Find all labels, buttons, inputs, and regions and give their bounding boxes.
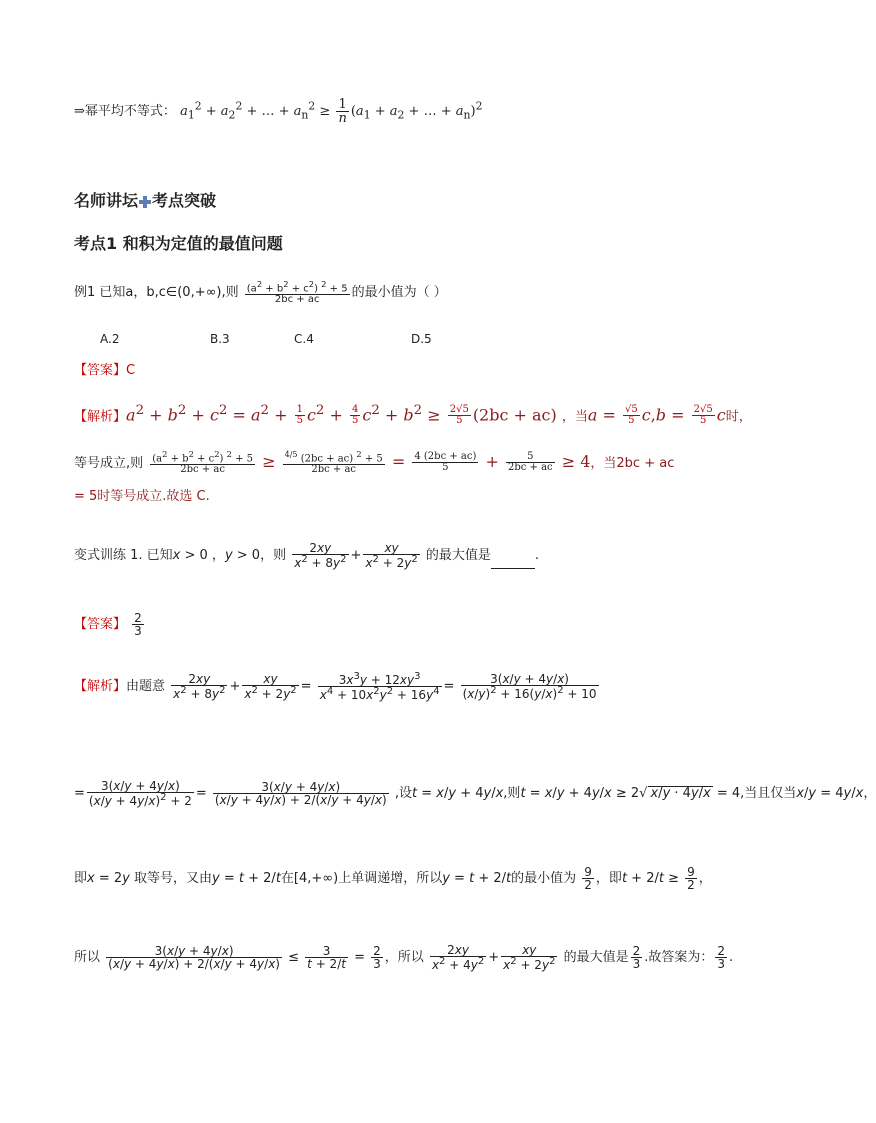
exercise1-question: 变式训练 1. 已知x > 0 ，y > 0，则 $\frac{2xy}{x^2 + 8y^2}$ + $\frac{xy}{x^2 + 2y^2}$ 的最大值是 . xyxy=(74,541,539,570)
answer-label: 【答案】 xyxy=(74,363,127,378)
option-c[interactable]: C.4 xyxy=(294,332,314,346)
plus-icon xyxy=(139,196,151,208)
power-mean-label: 幂平均不等式： xyxy=(84,104,176,119)
answer-value: C xyxy=(126,363,136,378)
example1-answer xyxy=(74,364,135,377)
exercise1-analysis-line3: 即x = 2y 取等号，又由y = t + 2/t在[4,+∞)上单调递增，所以y = t + 2/t的最小值为 $\frac{9}{2}$ ，即t + 2/t ≥ $\frac{9}{2}$ ， xyxy=(74,865,712,892)
example1-question: 例1 已知a，b,c∈(0,+∞),则 $\frac{(a^2 + b^2 + c^2) ^2 + 5}{2bc + ac}$ 的最小值为（ ） xyxy=(74,279,447,306)
exercise1-answer: 【答案】 $\frac{2}{3}$ xyxy=(74,611,142,638)
option-a[interactable]: A.2 xyxy=(100,332,120,346)
analysis-label: 【解析】 xyxy=(74,409,127,425)
example1-analysis-line3: = 5时等号成立.故选 C. xyxy=(74,489,210,504)
power-mean-line: ⇒幂平均不等式： $a_1^2 + a_2^2$ + … + $a_n^2$ ≥ $\frac{1}{n}$ ($a_1 + a_2$ + … + $a_n)^2$ xyxy=(74,97,483,126)
example1-analysis-line1: 【解析】$a^2 + b^2 + c^2 = a^2$ + $\frac{1}{5}$ $c^2$ + $\frac{4}{5}$ $c^2 + b^2$ ≥ $\frac{2√5}{5}$ (2bc + ac) ，当a = $\frac{√5}{5}$ c,b = $\frac{2√5}{5}$ c时， xyxy=(74,403,752,427)
implies-arrow: ⇒ xyxy=(74,104,85,119)
example1-analysis-line2: 等号成立,则 $\frac{(a^2 + b^2 + c^2) ^2 + 5}{2bc + ac}$ ≥ $\frac{^{4/5} (2bc + ac) ^2 + 5}{2bc + ac}$ = $\frac{4 (2bc + ac)}{5}$ + $\frac{5}{2bc + ac}$ ≥ 4，当2bc + ac xyxy=(74,449,675,476)
option-b[interactable]: B.3 xyxy=(210,332,230,346)
answer-blank[interactable] xyxy=(491,557,535,569)
exercise1-analysis-line4: 所以 $\frac{3(x/y + 4y/x)}{(x/y + 4y/x) + 2/(x/y + 4y/x)}$ ≤ $\frac{3}{t + 2/t}$ = $\frac{2}{3}$ ，所以 $\frac{2xy}{x^2 + 4y^2}$ + $\frac{xy}{x^2 + 2y^2}$ 的最大值是 $\frac{2}{3}$ .故答案为： $\frac{2}{3}$ . xyxy=(74,943,734,972)
exercise1-analysis-line2: = $\frac{3(x/y + 4y/x)}{(x/y + 4y/x)^2 + 2}$ = $\frac{3(x/y + 4y/x)}{(x/y + 4y/x) + 2/(x/y + 4y/x)}$ ,设t = x/y + 4y/x,则t = x/y + 4y/x ≥ 2√ x/y · 4y/x = 4,当且仅当x/y = 4y/x， xyxy=(74,779,876,808)
exercise1-analysis-line1: 【解析】由题意 $\frac{2xy}{x^2 + 8y^2}$ + $\frac{xy}{x^2 + 2y^2}$ = $\frac{3x^3y + 12xy^3}{x^4 + 10x^2y^2 + 16y^4}$ = $\frac{3(x/y + 4y/x)}{(x/y)^2 + 16(y/x)^2 + 10}$ xyxy=(74,671,597,702)
section-title: 名师讲坛 考点突破 xyxy=(74,191,217,210)
option-d[interactable]: D.5 xyxy=(411,332,432,346)
topic-title: 考点1 和积为定值的最值问题 xyxy=(74,234,283,253)
